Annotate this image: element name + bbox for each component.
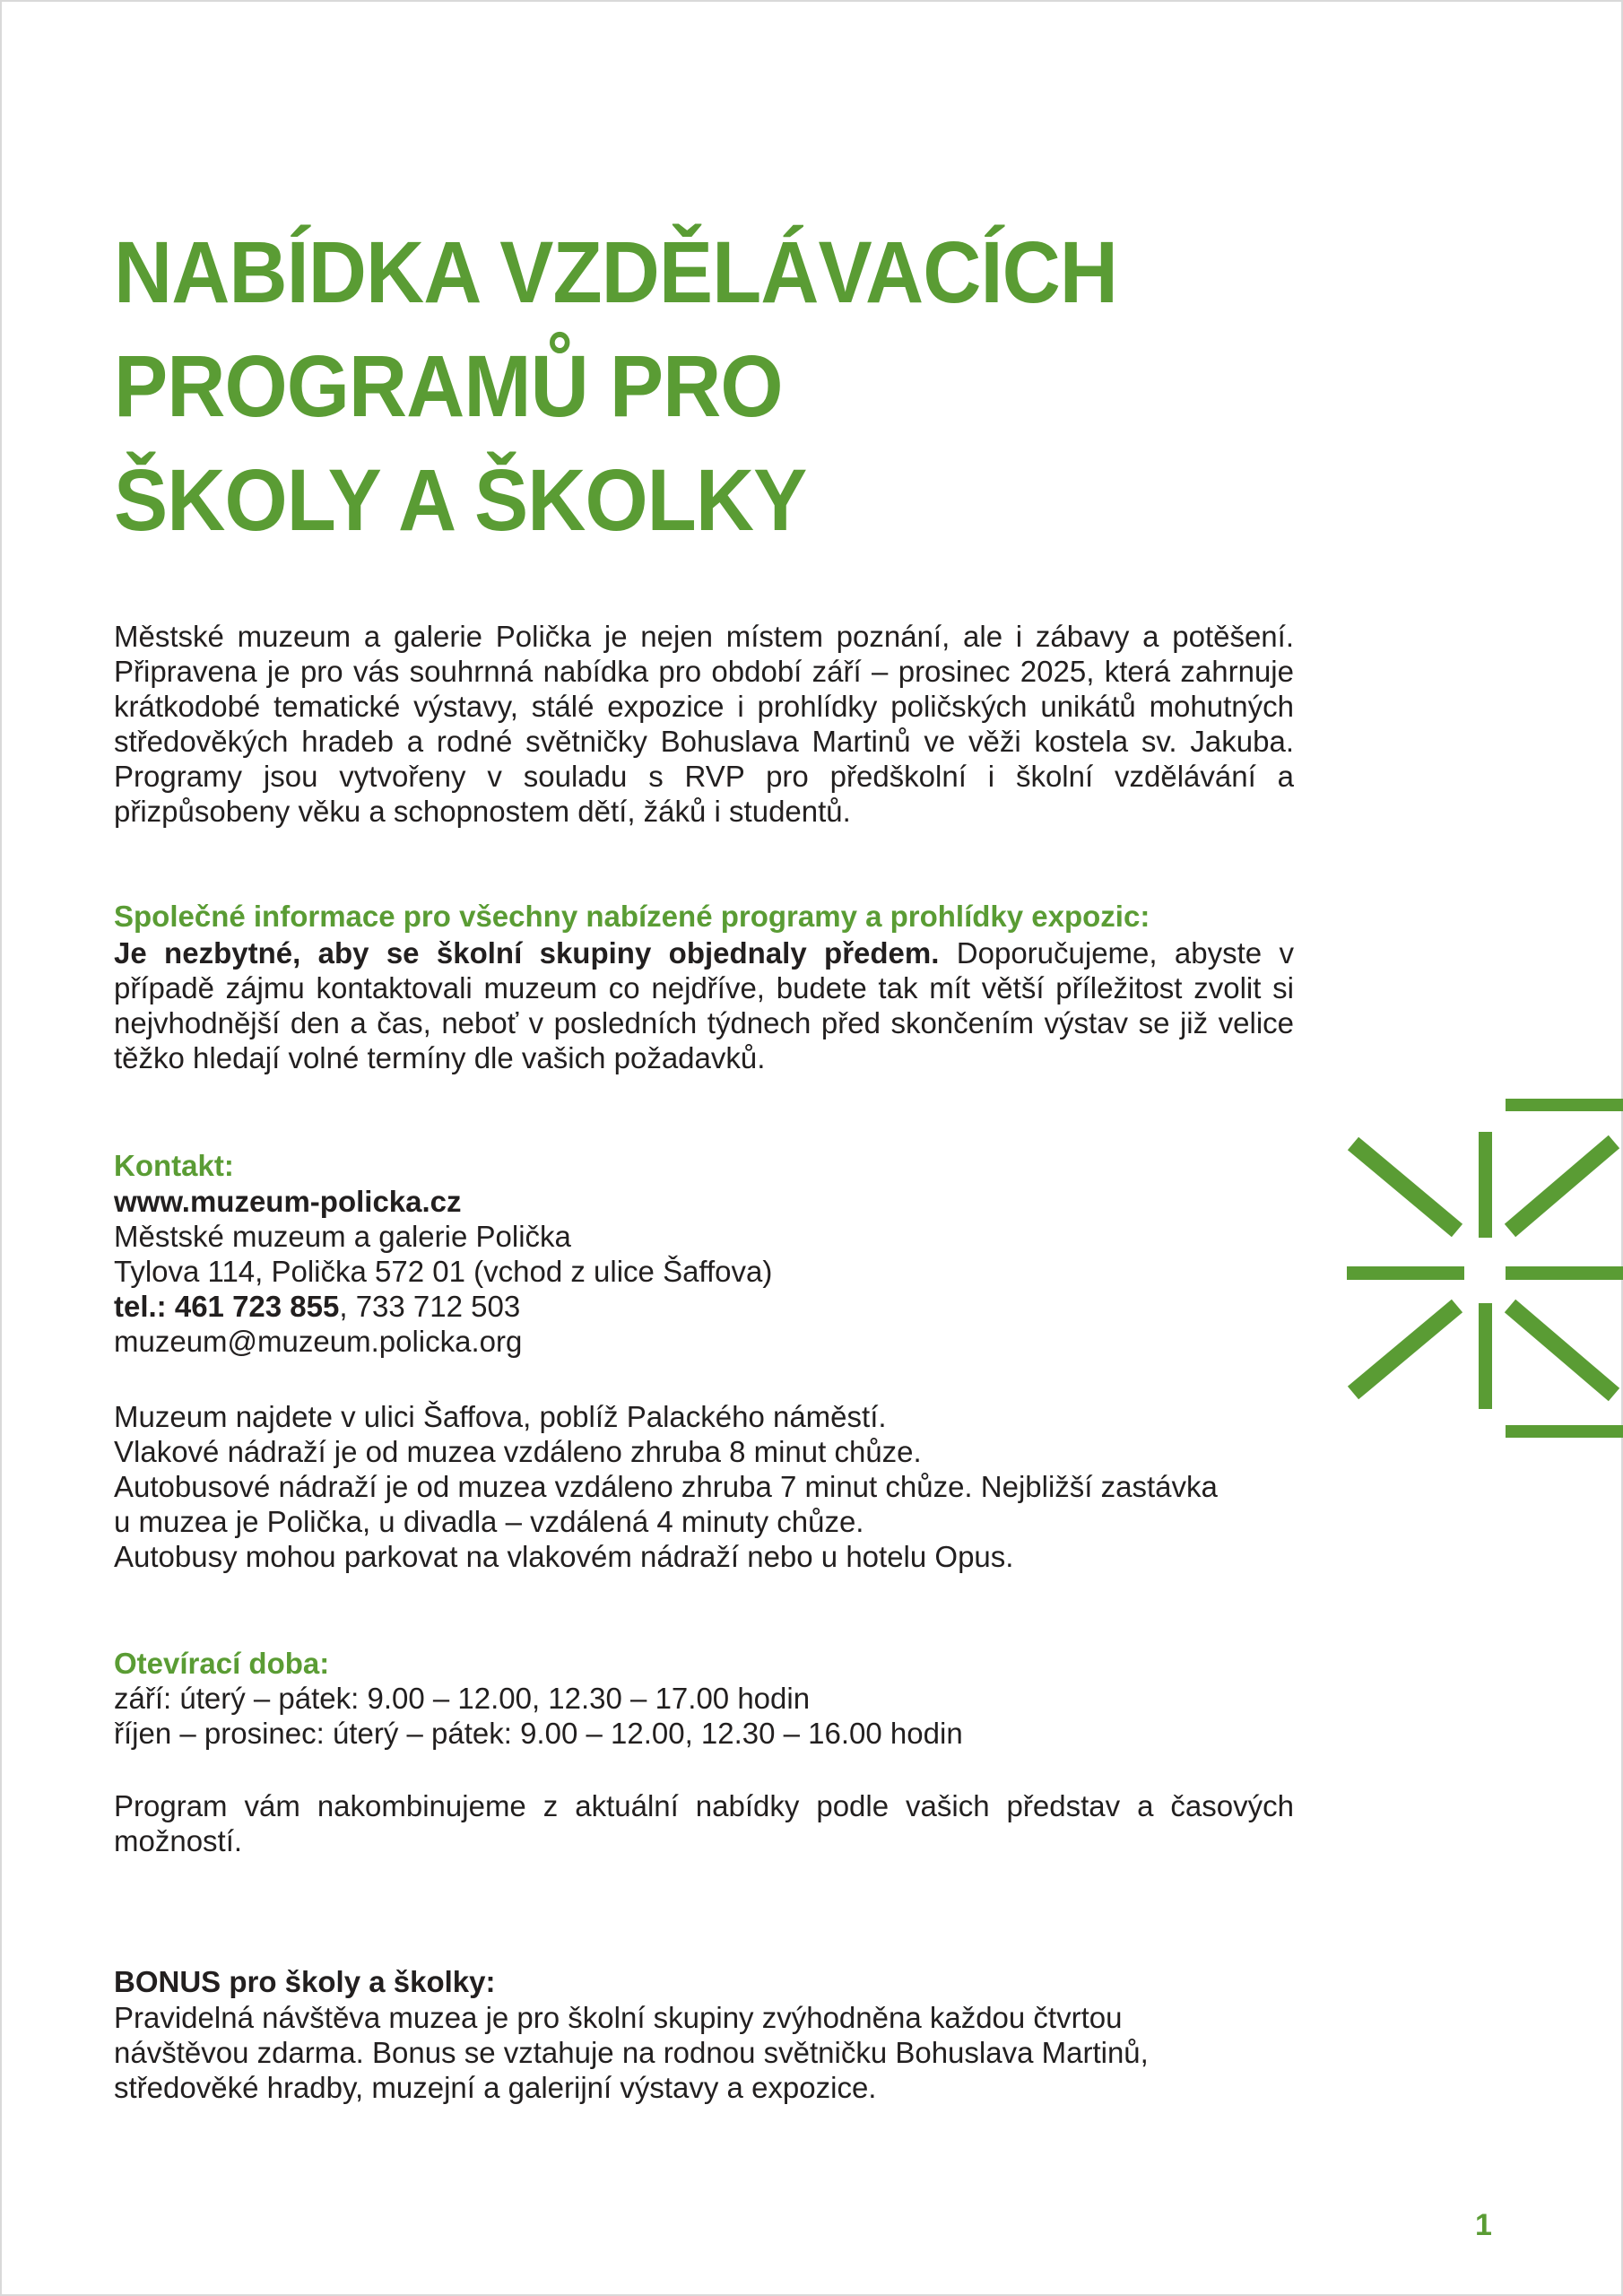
directions-line: Autobusové nádraží je od muzea vzdáleno zhruba 7 minut chůze. Nejbližší zastávka <box>114 1470 1218 1503</box>
directions-line: Muzeum najdete v ulici Šaffova, poblíž Palackého náměstí. <box>114 1400 887 1433</box>
contact-org-name: Městské muzeum a galerie Polička <box>114 1220 571 1253</box>
opening-hours-line: září: úterý – pátek: 9.00 – 12.00, 12.30 – 17.00 hodin <box>114 1682 811 1715</box>
opening-hours-block <box>114 1681 1294 1751</box>
opening-hours-line: říjen – prosinec: úterý – pátek: 9.00 – 12.00, 12.30 – 16.00 hodin <box>114 1717 963 1750</box>
contact-heading: Kontakt: <box>114 1149 234 1182</box>
contact-block <box>114 1184 1294 1359</box>
contact-phone-main: tel.: 461 723 855 <box>114 1290 340 1323</box>
contact-phone <box>114 1289 1294 1324</box>
common-info-paragraph <box>114 935 1294 1075</box>
page-title-line-2: PROGRAMŮ PRO <box>114 337 783 435</box>
booking-required-bold: Je nezbytné, aby se školní skupiny objednaly předem. <box>114 936 940 970</box>
contact-website: www.muzeum-policka.cz <box>114 1185 462 1218</box>
contact-phone-secondary: , 733 712 503 <box>339 1290 521 1323</box>
contact-address: Tylova 114, Polička 572 01 (vchod z ulice Šaffova) <box>114 1255 773 1288</box>
directions-block <box>114 1399 1294 1574</box>
common-info-heading: Společné informace pro všechny nabízené programy a prohlídky expozic: <box>114 900 1150 933</box>
booking-required-rest: Doporučujeme, abyste v případě zájmu kontaktovali muzeum co nejdříve, budete tak mít větší příležitost zvolit si nejvhodnější den a čas, neboť v posledních týdnech před skončením výstav se již velice těžko hledají volné termíny dle vašich požadavků. <box>114 936 1294 1074</box>
page-title <box>114 215 1117 557</box>
directions-line: Vlakové nádraží je od muzea vzdáleno zhruba 8 minut chůze. <box>114 1435 922 1468</box>
page-number: 1 <box>1475 2208 1492 2242</box>
program-note-paragraph: Program vám nakombinujeme z aktuální nabídky podle vašich představ a časových možností. <box>114 1789 1294 1857</box>
page-title-line-1: NABÍDKA VZDĚLÁVACÍCH <box>114 223 1118 321</box>
directions-line: Autobusy mohou parkovat na vlakovém nádraží nebo u hotelu Opus. <box>114 1540 1014 1573</box>
bonus-heading: BONUS pro školy a školky: <box>114 1965 496 1998</box>
bonus-paragraph: Pravidelná návštěva muzea je pro školní skupiny zvýhodněna každou čtvrtou návštěvou zdarma. Bonus se vztahuje na rodnou světničku Bohuslava Martinů, středověké hradby, muzejní a galerijní výstavy a expozice. <box>114 2001 1149 2104</box>
opening-hours-heading: Otevírací doba: <box>114 1647 330 1680</box>
page-title-line-3: ŠKOLY A ŠKOLKY <box>114 451 807 549</box>
directions-line: u muzea je Polička, u divadla – vzdálená 4 minuty chůze. <box>114 1505 864 1538</box>
intro-paragraph: Městské muzeum a galerie Polička je nejen místem poznání, ale i zábavy a potěšení. Připravena je pro vás souhrnná nabídka pro období září – prosinec 2025, která zahrnuje krátkodobé tematické výstavy, stálé expozice i prohlídky poličských unikátů mohutných středověkých hradeb a rodné světničky Bohuslava Martinů ve věži kostela sv. Jakuba. Programy jsou vytvořeny v souladu s RVP pro předškolní i školní vzdělávání a přizpůsobeny věku a schopnostem dětí, žáků i studentů. <box>114 620 1294 828</box>
contact-email: muzeum@muzeum.policka.org <box>114 1325 523 1358</box>
museum-star-logo-icon <box>1341 1090 1623 1444</box>
